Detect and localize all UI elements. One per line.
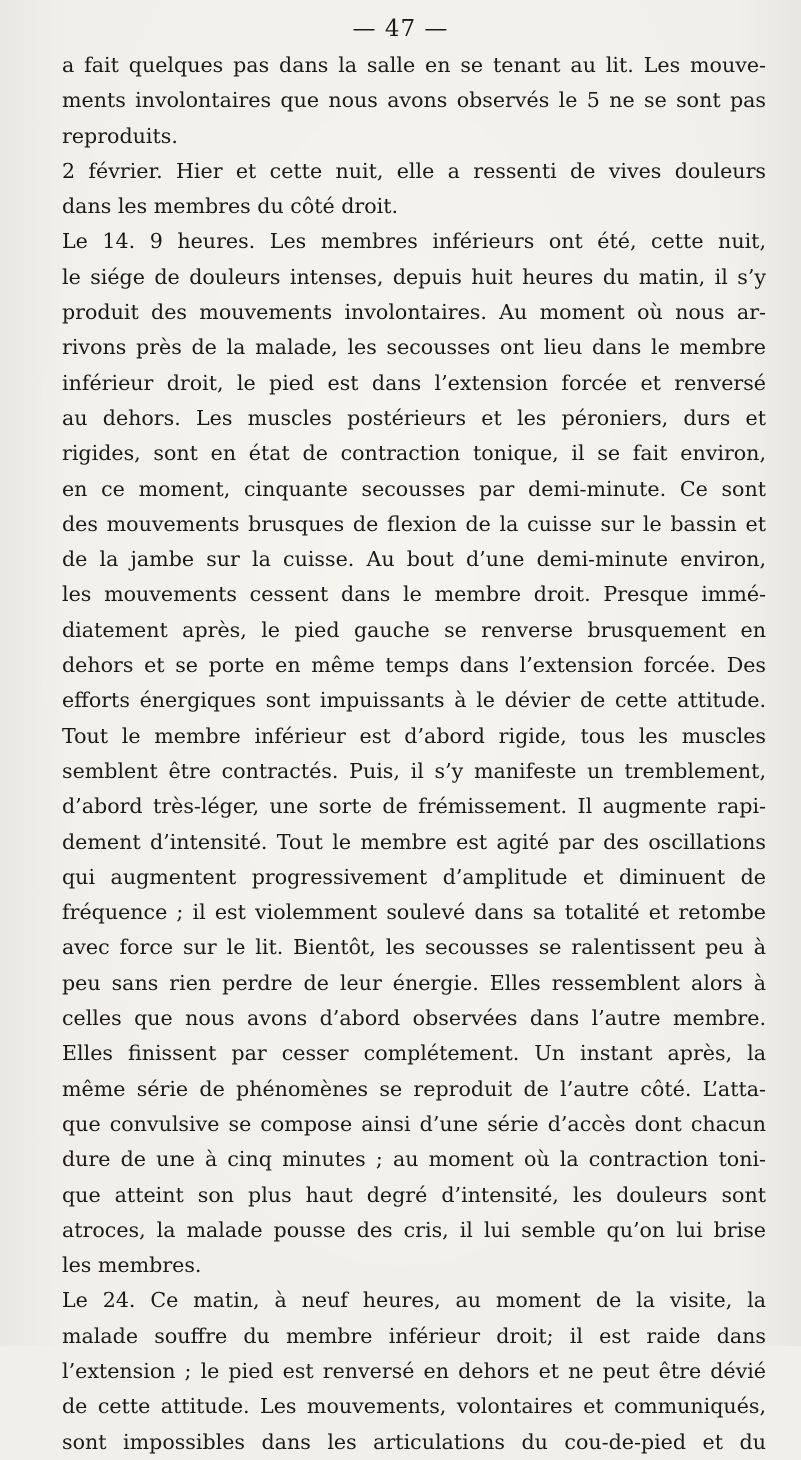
text-line: au dehors. Les muscles postérieurs et les péroniers, durs et bbox=[62, 405, 766, 430]
text-line: même série de phénomènes se reproduit de l’autre côté. L’atta- bbox=[62, 1076, 766, 1101]
text-line: de la jambe sur la cuisse. Au bout d’une demi-minute environ, bbox=[62, 547, 766, 572]
page-number: — 47 — bbox=[352, 16, 449, 42]
text-line: de cette attitude. Les mouvements, volontaires et communiqués, bbox=[62, 1394, 766, 1419]
text-line: 2 février. Hier et cette nuit, elle a ressenti de vives douleurs bbox=[62, 158, 766, 183]
text-line: dehors et se porte en même temps dans l’extension forcée. Des bbox=[62, 653, 766, 678]
text-line: le siége de douleurs intenses, depuis huit heures du matin, il s’y bbox=[62, 264, 766, 289]
text-line: sont impossibles dans les articulations du cou-de-pied et du bbox=[62, 1429, 766, 1454]
text-line: celles que nous avons d’abord observées dans l’autre membre. bbox=[62, 1006, 766, 1031]
text-line: Le 14. 9 heures. Les membres inférieurs ont été, cette nuit, bbox=[62, 229, 766, 254]
text-line: peu sans rien perdre de leur énergie. Elles ressemblent alors à bbox=[62, 970, 766, 995]
text-line: qui augmentent progressivement d’amplitude et diminuent de bbox=[62, 864, 766, 889]
text-line: Elles finissent par cesser complétement. Un instant après, la bbox=[62, 1041, 766, 1066]
text-line: fréquence ; il est violemment soulevé dans sa totalité et retombe bbox=[62, 900, 766, 925]
text-line: Tout le membre inférieur est d’abord rigide, tous les muscles bbox=[62, 723, 766, 748]
text-line: reproduits. bbox=[62, 123, 178, 148]
body-text bbox=[62, 48, 766, 1460]
text-line: dans les membres du côté droit. bbox=[62, 194, 399, 219]
text-line: rivons près de la malade, les secousses ont lieu dans le membre bbox=[62, 335, 766, 360]
text-line: rigides, sont en état de contraction tonique, il se fait environ, bbox=[62, 441, 766, 466]
text-line: atroces, la malade pousse des cris, il lui semble qu’on lui brise bbox=[62, 1217, 766, 1242]
text-line: l’extension ; le pied est renversé en dehors et ne peut être dévié bbox=[62, 1358, 766, 1383]
text-line: que convulsive se compose ainsi d’une série d’accès dont chacun bbox=[62, 1111, 766, 1136]
text-line: inférieur droit, le pied est dans l’extension forcée et renversé bbox=[62, 370, 766, 395]
text-line: les mouvements cessent dans le membre droit. Presque immé- bbox=[62, 582, 766, 607]
text-line: en ce moment, cinquante secousses par demi-minute. Ce sont bbox=[62, 476, 766, 501]
text-line: semblent être contractés. Puis, il s’y manifeste un tremblement, bbox=[62, 758, 766, 783]
text-line: que atteint son plus haut degré d’intensité, les douleurs sont bbox=[62, 1182, 766, 1207]
text-line: efforts énergiques sont impuissants à le dévier de cette attitude. bbox=[62, 688, 766, 713]
text-line: a fait quelques pas dans la salle en se tenant au lit. Les mouve- bbox=[62, 53, 766, 77]
text-line: malade souffre du membre inférieur droit; il est raide dans bbox=[62, 1323, 766, 1348]
text-line: d’abord très-léger, une sorte de frémissement. Il augmente rapi- bbox=[62, 794, 766, 819]
text-line: avec force sur le lit. Bientôt, les secousses se ralentissent peu à bbox=[62, 935, 766, 960]
text-line: dure de une à cinq minutes ; au moment où la contraction toni- bbox=[62, 1147, 766, 1172]
text-line: diatement après, le pied gauche se renverse brusquement en bbox=[62, 617, 766, 642]
text-line: produit des mouvements involontaires. Au moment où nous ar- bbox=[62, 300, 766, 325]
text-line: Le 24. Ce matin, à neuf heures, au moment de la visite, la bbox=[62, 1288, 766, 1313]
text-line: les membres. bbox=[62, 1253, 202, 1278]
text-line: des mouvements brusques de flexion de la cuisse sur le bassin et bbox=[62, 511, 766, 536]
text-line: ments involontaires que nous avons observés le 5 ne se sont pas bbox=[62, 88, 766, 113]
text-line: dement d’intensité. Tout le membre est agité par des oscillations bbox=[62, 829, 766, 854]
